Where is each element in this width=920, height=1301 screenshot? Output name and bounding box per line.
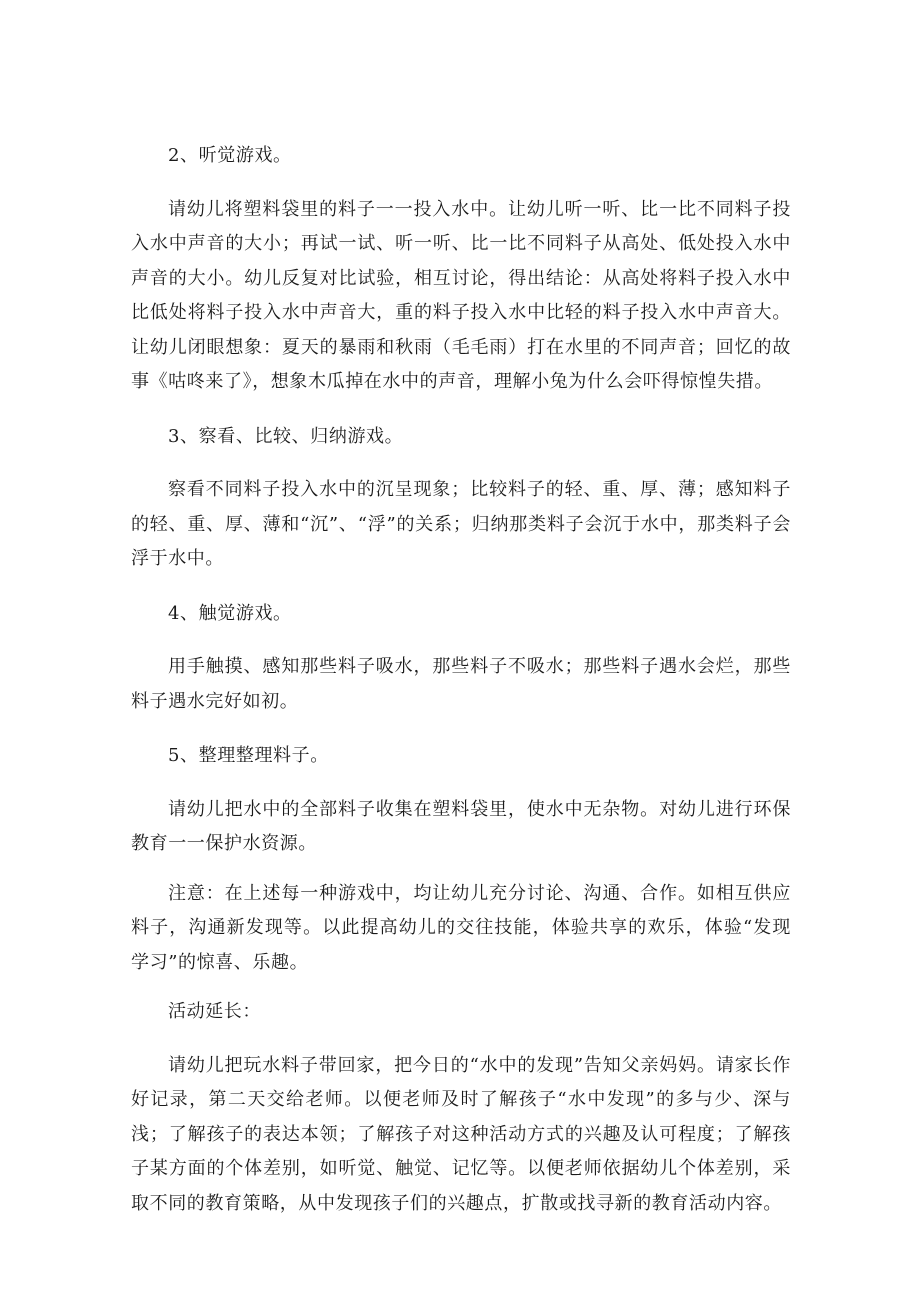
section-body-touch-game: 用手触摸、感知那些料子吸水，那些料子不吸水；那些料子遇水会烂，那些料子遇水完好如初。 — [131, 656, 791, 712]
section-heading-tidy-up: 5、整理整理料子。 — [168, 745, 329, 766]
extension-heading: 活动延长： — [168, 1001, 261, 1022]
section-body-observe-game: 察看不同料子投入水中的沉呈现象；比较料子的轻、重、厚、薄；感知料子的轻、重、厚、薄和“沉”、“浮”的关系；归纳那类料子会沉于水中，那类料子会浮于水中。 — [131, 479, 791, 569]
note-paragraph: 注意：在上述每一种游戏中，均让幼儿充分讨论、沟通、合作。如相互供应料子，沟通新发现等。以此提高幼儿的交往技能，体验共享的欢乐，体验“发现学习”的惊喜、乐趣。 — [131, 882, 791, 973]
section-heading-listening-game: 2、听觉游戏。 — [168, 145, 292, 166]
section-heading-touch-game: 4、触觉游戏。 — [168, 602, 292, 624]
section-body-listening-game: 请幼儿将塑料袋里的料子一一投入水中。让幼儿听一听、比一比不同料子投入水中声音的大小；再试一试、听一听、比一比不同料子从高处、低处投入水中声音的大小。幼儿反复对比试验，相互讨论，得出结论：从高处将料子投入水中比低处将料子投入水中声音大，重的料子投入水中比轻的料子投入水中声音大。让幼儿闭眼想象：夏天的暴雨和秋雨（毛毛雨）打在水里的不同声音；回忆的故事《咕咚来了》，想象木瓜掉在水中的声音，理解小兔为什么会吓得惊惶失措。 — [131, 198, 791, 392]
section-body-tidy-up: 请幼儿把水中的全部料子收集在塑料袋里，使水中无杂物。对幼儿进行环保教育一一保护水资源。 — [131, 798, 791, 854]
extension-body: 请幼儿把玩水料子带回家，把今日的“水中的发现”告知父亲妈妈。请家长作好记录，第二天交给老师。以便老师及时了解孩子“水中发现”的多与少、深与浅；了解孩子的表达本领；了解孩子对这种活动方式的兴趣及认可程度；了解孩子某方面的个体差别，如听觉、触觉、记忆等。以便老师依据幼儿个体差别，采取不同的教育策略，从中发现孩子们的兴趣点，扩散或找寻新的教育活动内容。 — [131, 1054, 791, 1214]
document-body — [131, 139, 791, 1221]
section-heading-observe-game: 3、察看、比较、归纳游戏。 — [168, 425, 404, 447]
